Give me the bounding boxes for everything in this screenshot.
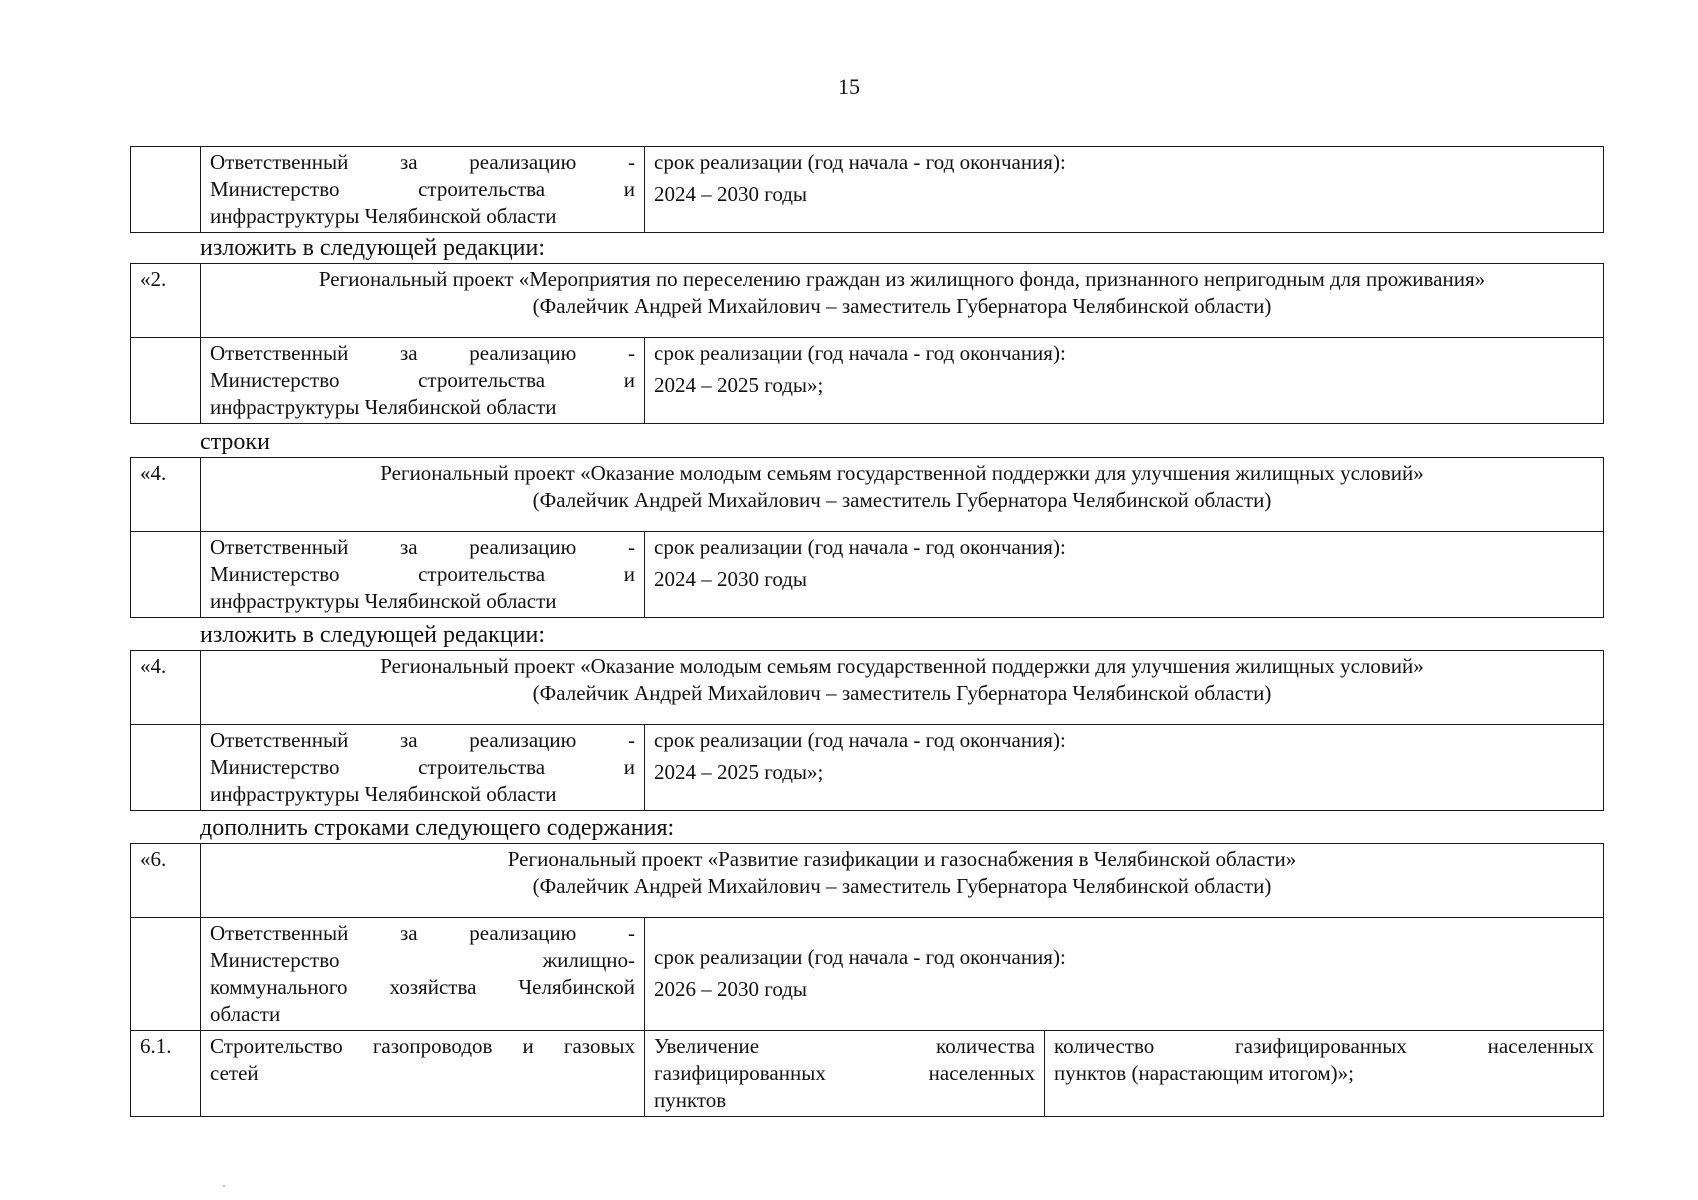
term-label: срок реализации (год начала - год окончания): [654, 150, 1066, 174]
term-cell [645, 725, 1604, 811]
table-row [131, 725, 1604, 811]
project-curator: (Фалейчик Андрей Михайлович – заместитель Губернатора Челябинской области) [532, 874, 1272, 898]
row-number-cell [131, 725, 201, 811]
scan-mark: - [222, 1178, 226, 1192]
responsible-cell: Ответственный за реализацию - Министерство строительства и инфраструктуры Челябинской области [201, 147, 645, 233]
project-table [130, 457, 1604, 618]
project-table [130, 650, 1604, 811]
project-title-cell [201, 264, 1604, 338]
project-table [130, 146, 1604, 233]
project-title: Региональный проект «Развитие газификации и газоснабжения в Челябинской области» [507, 847, 1297, 871]
table-row [131, 338, 1604, 424]
project-title-cell [201, 844, 1604, 918]
responsible-cell: Ответственный за реализацию - Министерство жилищно- коммунального хозяйства Челябинской области [201, 918, 645, 1031]
table-block-4 [130, 650, 1604, 811]
indicator-cell: количество газифицированных населенных пунктов (нарастающим итогом)»; [1045, 1031, 1604, 1117]
project-table [130, 263, 1604, 424]
row-number-cell: «6. [131, 844, 201, 918]
table-row [131, 264, 1604, 338]
effect-cell: Увеличение количества газифицированных населенных пунктов [645, 1031, 1045, 1117]
page-number: 15 [838, 74, 860, 99]
row-number-cell [131, 147, 201, 233]
project-curator: (Фалейчик Андрей Михайлович – заместитель Губернатора Челябинской области) [532, 488, 1272, 512]
project-title: Региональный проект «Мероприятия по переселению граждан из жилищного фонда, признанного непригодным для проживания» [318, 267, 1486, 291]
instruction-caption: строки [200, 429, 270, 455]
table-row [131, 458, 1604, 532]
term-years: 2026 – 2030 годы [654, 977, 808, 1001]
project-table [130, 843, 1604, 1117]
term-years: 2024 – 2030 годы [654, 567, 808, 591]
term-cell [645, 338, 1604, 424]
responsible-cell: Ответственный за реализацию - Министерство строительства и инфраструктуры Челябинской области [201, 338, 645, 424]
responsible-cell: Ответственный за реализацию - Министерство строительства и инфраструктуры Челябинской области [201, 532, 645, 618]
table-block-5 [130, 843, 1604, 1117]
project-curator: (Фалейчик Андрей Михайлович – заместитель Губернатора Челябинской области) [532, 294, 1272, 318]
table-row [131, 844, 1604, 918]
instruction-caption: изложить в следующей редакции: [200, 622, 546, 648]
table-block-3 [130, 457, 1604, 618]
table-row [131, 532, 1604, 618]
table-row [131, 1031, 1604, 1117]
term-cell [645, 147, 1604, 233]
row-number-cell: «2. [131, 264, 201, 338]
table-row [131, 147, 1604, 233]
project-title: Региональный проект «Оказание молодым семьям государственной поддержки для улучшения жилищных условий» [380, 461, 1424, 485]
instruction-caption: изложить в следующей редакции: [200, 235, 546, 261]
table-row [131, 651, 1604, 725]
row-number-cell: 6.1. [131, 1031, 201, 1117]
term-label: срок реализации (год начала - год окончания): [654, 945, 1066, 969]
table-row [131, 918, 1604, 1031]
project-title-cell [201, 458, 1604, 532]
term-cell [645, 918, 1604, 1031]
responsible-cell: Ответственный за реализацию - Министерство строительства и инфраструктуры Челябинской области [201, 725, 645, 811]
row-number-cell [131, 532, 201, 618]
table-block-1 [130, 146, 1604, 233]
row-number-cell: «4. [131, 651, 201, 725]
term-label: срок реализации (год начала - год окончания): [654, 728, 1066, 752]
project-curator: (Фалейчик Андрей Михайлович – заместитель Губернатора Челябинской области) [532, 681, 1272, 705]
instruction-caption: дополнить строками следующего содержания: [200, 815, 675, 841]
row-number-cell [131, 338, 201, 424]
term-years: 2024 – 2030 годы [654, 182, 808, 206]
term-label: срок реализации (год начала - год окончания): [654, 535, 1066, 559]
term-years: 2024 – 2025 годы»; [654, 760, 824, 784]
task-cell: Строительство газопроводов и газовых сетей [201, 1031, 645, 1117]
term-cell [645, 532, 1604, 618]
table-block-2 [130, 263, 1604, 424]
row-number-cell: «4. [131, 458, 201, 532]
term-label: срок реализации (год начала - год окончания): [654, 341, 1066, 365]
row-number-cell [131, 918, 201, 1031]
term-years: 2024 – 2025 годы»; [654, 373, 824, 397]
project-title: Региональный проект «Оказание молодым семьям государственной поддержки для улучшения жилищных условий» [380, 654, 1424, 678]
project-title-cell [201, 651, 1604, 725]
